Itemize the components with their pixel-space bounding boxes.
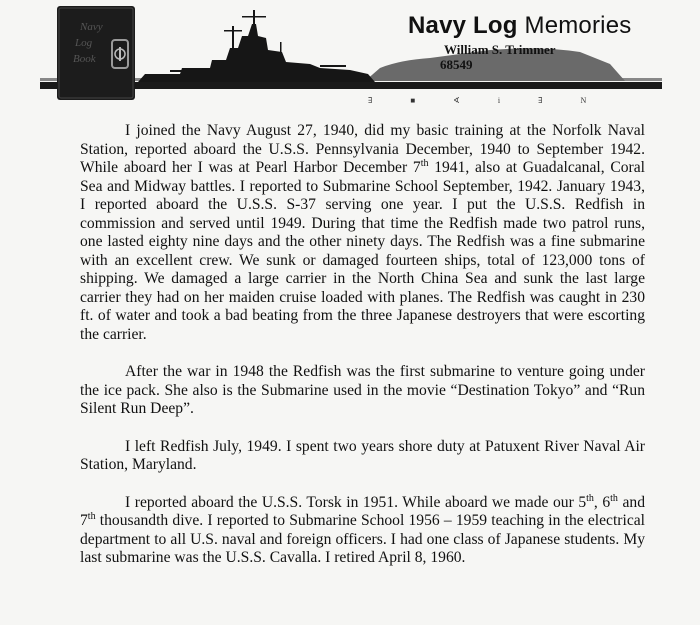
memoir-body (80, 122, 645, 568)
ordinal-suffix: th (420, 157, 429, 169)
mast-fore-yard (224, 30, 242, 32)
paragraph-1-text-b: 1941, also at Guadalcanal, Coral Sea and Midway battles. I reported to Submarine School September, 1942. January 1943, I reported aboard the U.S.S. S-37 serving one year. I put the U.S.S. Redfish in commission and served until 1949. During that time the Redfish made two patrol runs, one lasted eighty nine days and the other ninety days. The Redfish was a fine submarine with an excellent crew. We sunk or damaged fourteen ships, total of 123,000 tons of shipping. We damaged a large carrier in the North China Sea and sunk the last large carrier they had on her maiden cruise loaded with planes. The Redfish was caught in 230 ft. of water and took a bad beating from the three Japanese destroyers that were escorting the carrier. (80, 159, 645, 343)
paragraph-3: I left Redfish July, 1949. I spent two years shore duty at Patuxent River Naval Air Station, Maryland. (80, 437, 645, 473)
header-banner (0, 0, 700, 110)
mast-aft (280, 42, 282, 54)
ordinal-suffix: th (586, 492, 594, 504)
battleship-hull (138, 24, 375, 82)
mast-main (253, 10, 255, 26)
paragraph-4-text-c: and 7 (80, 493, 646, 529)
book-label-line3: Book (73, 53, 96, 65)
paragraph-4-text-d: thousandth dive. I reported to Submarine School 1956 – 1959 teaching in the electrical department to all U.S. naval and foreign officers. I had one class of Japanese students. My last submarine was the U.S.S. Cavalla. I retired April 8, 1960. (80, 512, 645, 566)
page-title (408, 12, 631, 40)
paragraph-1-text-a: I joined the Navy August 27, 1940, did my basic training at the Norfolk Naval Station, reported aboard the U.S.S. Pennsylvania December, 1940 to September 1942. While aboard her I was at Pearl Harbor December 7 (80, 122, 645, 176)
ordinal-suffix: th (610, 492, 618, 504)
mast-fore (232, 26, 234, 48)
title-bold: Navy Log (408, 12, 518, 39)
title-light: Memories (524, 12, 632, 39)
paragraph-4 (80, 494, 645, 568)
paragraph-4-text-a: I reported aboard the U.S.S. Torsk in 1951. While aboard we made our 5 (125, 493, 587, 511)
author-name: William S. Trimmer (444, 42, 556, 57)
service-number: 68549 (440, 57, 473, 72)
mast-yard (242, 16, 266, 18)
gun-aft (320, 65, 346, 67)
paragraph-1 (80, 122, 645, 344)
scan-marks: ∃ ■ ∢ i ∃ N (368, 96, 605, 105)
book-label-line2: Log (75, 37, 93, 49)
paragraph-4-text-b: , 6 (593, 493, 611, 511)
gun-forward (170, 70, 192, 72)
ordinal-suffix: th (87, 510, 96, 522)
log-book-icon (57, 6, 135, 100)
paragraph-2: After the war in 1948 the Redfish was the first submarine to venture going under the ice pack. She also is the Submarine used in the movie “Destination Tokyo” and “Run Silent Run Deep”. (80, 363, 645, 417)
book-label-line1: Navy (80, 21, 103, 33)
